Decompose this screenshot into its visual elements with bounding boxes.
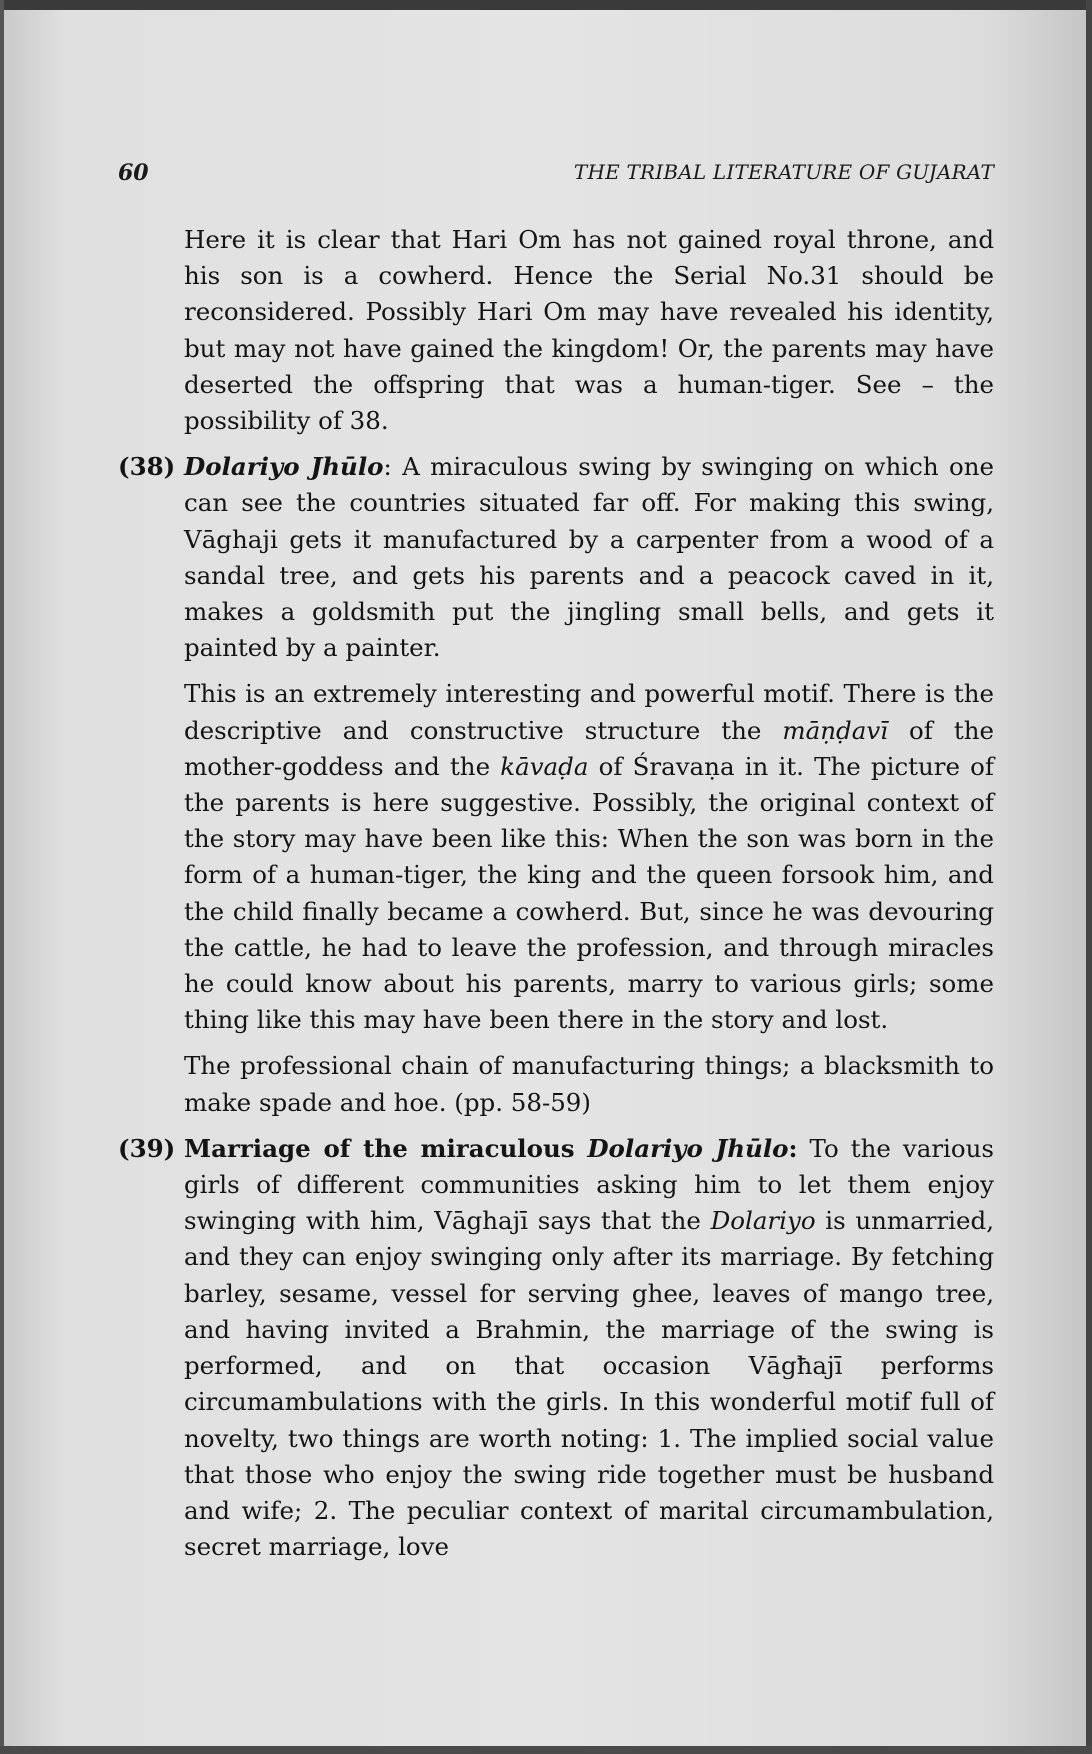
running-title: THE TRIBAL LITERATURE OF GUJARAT: [573, 160, 994, 184]
paragraph-professional-chain: The professional chain of manufacturing things; a blacksmith to make spade and hoe. (pp. 58-59): [184, 1051, 994, 1117]
page-number: 60: [118, 160, 149, 186]
entry-39-term: Dolariyo Jhūlo: [587, 1133, 789, 1163]
paragraph-motif: [118, 676, 994, 1038]
entry-39-colon: :: [788, 1133, 798, 1163]
page-header: [118, 160, 994, 190]
paragraph-hari-om: Here it is clear that Hari Om has not gained royal throne, and his son is a cowherd. Hence the Serial No.31 should be reconsidered. Possibly Hari Om may have revealed his identity, but may not have gained the kingdom! Or, the parents may have deserted the offspring that was a human-tiger. See – the possibility of 38.: [184, 225, 994, 436]
paragraph-motif-part-c: of Śravaṇa in it. The picture of the parents is here suggestive. Possibly, the original context of the story may have been like this: When the son was born in the form of a human-tiger, the king and the queen forsook him, and the child finally became a cowherd. But, since he was devouring the cattle, he had to leave the profession, and through miracles he could know about his parents, marry to various girls; some thing like this may have been there in the story and lost.: [184, 751, 994, 1035]
body-text: [118, 222, 994, 1575]
entry-39: [118, 1131, 994, 1565]
page-edge-left: [0, 0, 4, 1754]
entry-38-text: : A miraculous swing by swinging on which one can see the countries situated far off. For making this swing, Vāghaji gets it manufactured by a carpenter from a wood of a sandal tree, and gets his parents and a peacock caved in it, makes a goldsmith put the jingling small bells, and gets it painted by a painter.: [184, 452, 994, 663]
paragraph-motif-part-b: of the mother-goddess and the: [184, 715, 994, 781]
entry-39-number: (39): [118, 1133, 176, 1163]
page-edge-top: [0, 0, 1092, 10]
entry-39-heading: [184, 1134, 798, 1163]
page-edge-right: [1086, 0, 1092, 1754]
page-edge-bottom: [0, 1746, 1092, 1754]
paragraph-motif-part-a: This is an extremely interesting and powerful motif. There is the descriptive and constructive structure the: [184, 679, 994, 745]
entry-38: [118, 449, 994, 666]
entry-39-text-a: To the various girls of different communities asking him to let them enjoy swinging with him, Vāghajī says that the: [184, 1133, 994, 1236]
entry-38-number: (38): [118, 452, 176, 482]
term-kavada: kāvaḍa: [500, 751, 589, 781]
term-dolariyo: Dolariyo: [710, 1206, 816, 1236]
entry-39-text-b: is unmarried, and they can enjoy swinging only after its marriage. By fetching barley, sesame, vessel for serving ghee, leaves of mango tree, and having invited a Brahmin, the marriage of the swing is performed, and on that occasion Vāgħajī performs circumambulations with the girls. In this wonderful motif full of novelty, two things are worth noting: 1. The implied social value that those who enjoy the swing ride together must be husband and wife; 2. The peculiar context of marital circumambulation, secret marriage, love: [184, 1206, 994, 1562]
entry-38-term: Dolariyo Jhūlo: [184, 452, 384, 482]
entry-39-lead: Marriage of the miraculous: [184, 1133, 588, 1163]
term-mandavi: māṇḍavī: [782, 715, 888, 745]
